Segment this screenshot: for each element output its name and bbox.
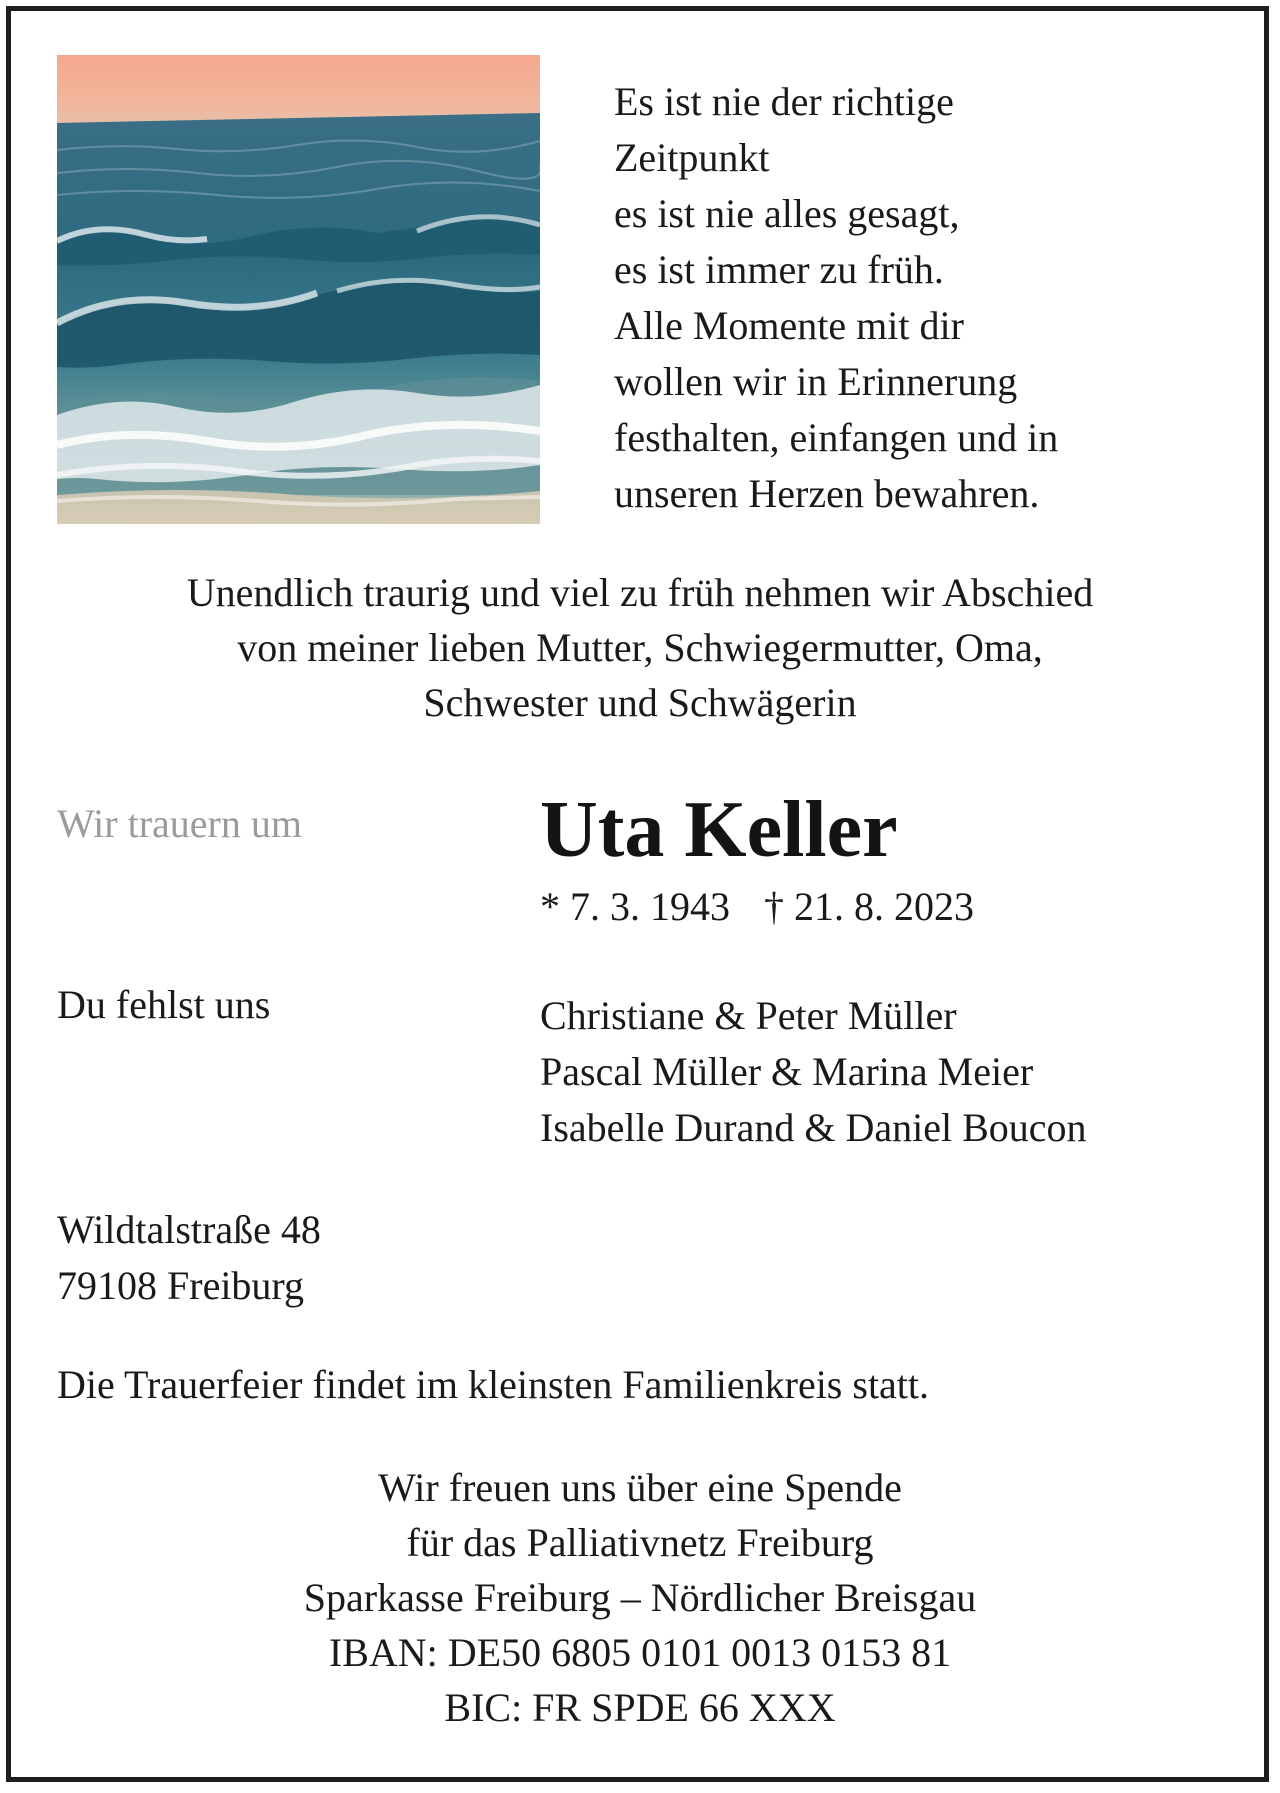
- family-list: [540, 988, 1087, 1156]
- ceremony-note: Die Trauerfeier findet im kleinsten Familienkreis statt.: [57, 1362, 930, 1407]
- donation-line: für das Palliativnetz Freiburg: [406, 1520, 874, 1565]
- poem-line: Es ist nie der richtige: [614, 79, 954, 124]
- poem-line: Alle Momente mit dir: [614, 303, 964, 348]
- poem-line: wollen wir in Erinnerung: [614, 359, 1018, 404]
- family-member: Isabelle Durand & Daniel Boucon: [540, 1105, 1087, 1150]
- donation-line: Sparkasse Freiburg – Nördlicher Breisgau: [303, 1575, 977, 1620]
- poem: [614, 74, 1174, 522]
- family-member: Pascal Müller & Marina Meier: [540, 1049, 1034, 1094]
- poem-line: es ist immer zu früh.: [614, 247, 944, 292]
- intro-line: Schwester und Schwägerin: [423, 680, 857, 725]
- death-date: † 21. 8. 2023: [764, 884, 974, 929]
- miss-label: Du fehlst uns: [57, 982, 271, 1027]
- mourn-label: Wir trauern um: [57, 801, 302, 846]
- life-dates: [540, 882, 974, 932]
- poem-line: unseren Herzen bewahren.: [614, 471, 1040, 516]
- poem-line: festhalten, einfangen und in: [614, 415, 1059, 460]
- address: [57, 1202, 321, 1314]
- poem-line: es ist nie alles gesagt,: [614, 191, 960, 236]
- intro-line: von meiner lieben Mutter, Schwiegermutter, Oma,: [237, 625, 1043, 670]
- family-member: Christiane & Peter Müller: [540, 993, 957, 1038]
- sea-waves-photo: [57, 55, 540, 524]
- donation-info: [40, 1460, 1240, 1735]
- intro-line: Unendlich traurig und viel zu früh nehmen wir Abschied: [186, 570, 1094, 615]
- donation-line: Wir freuen uns über eine Spende: [378, 1465, 902, 1510]
- donation-iban: IBAN: DE50 6805 0101 0013 0153 81: [328, 1630, 952, 1675]
- donation-bic: BIC: FR SPDE 66 XXX: [444, 1685, 836, 1730]
- address-street: Wildtalstraße 48: [57, 1207, 321, 1252]
- birth-date: * 7. 3. 1943: [540, 884, 730, 929]
- poem-line: Zeitpunkt: [614, 135, 770, 180]
- intro-text: [40, 565, 1240, 730]
- address-city: 79108 Freiburg: [57, 1263, 305, 1308]
- deceased-name: Uta Keller: [540, 786, 898, 874]
